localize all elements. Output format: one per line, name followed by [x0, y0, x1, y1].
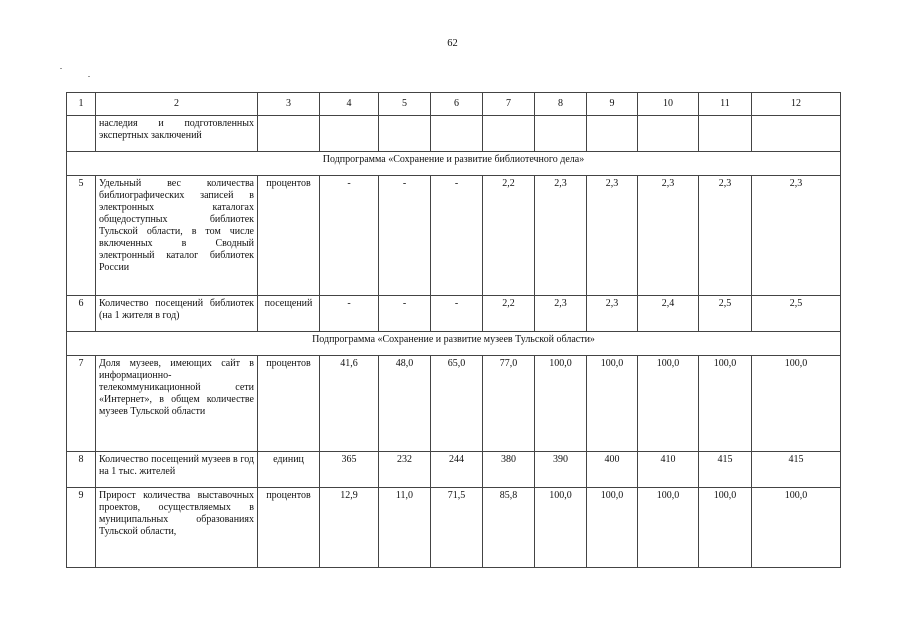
unit-of-measure: процентов	[258, 488, 320, 568]
column-header: 12	[752, 93, 841, 116]
indicator-value: 100,0	[752, 356, 841, 452]
indicator-value: 380	[483, 452, 535, 488]
indicator-value	[535, 116, 587, 152]
table-row	[67, 356, 841, 452]
indicator-value: 415	[752, 452, 841, 488]
indicator-value: 12,9	[320, 488, 379, 568]
indicator-description: Прирост количества выставочных проектов, осуществляемых в муниципальных образованиях Тульской области,	[96, 488, 258, 568]
indicator-value: 85,8	[483, 488, 535, 568]
row-number: 6	[67, 296, 96, 332]
table-row	[67, 488, 841, 568]
indicator-value: 100,0	[752, 488, 841, 568]
indicator-value: 100,0	[535, 488, 587, 568]
unit-of-measure	[258, 116, 320, 152]
unit-of-measure: процентов	[258, 356, 320, 452]
page-number: 62	[447, 38, 458, 49]
column-header: 10	[638, 93, 699, 116]
indicator-value: 100,0	[587, 488, 638, 568]
table-row	[67, 176, 841, 296]
indicator-value: 2,3	[699, 176, 752, 296]
row-number: 9	[67, 488, 96, 568]
indicator-value	[483, 116, 535, 152]
indicator-description: наследия и подготовленных экспертных заключений	[96, 116, 258, 152]
column-header: 2	[96, 93, 258, 116]
unit-of-measure: посещений	[258, 296, 320, 332]
indicator-value: 2,3	[535, 296, 587, 332]
indicator-value: 2,3	[752, 176, 841, 296]
column-header: 1	[67, 93, 96, 116]
column-header: 3	[258, 93, 320, 116]
column-header: 7	[483, 93, 535, 116]
table-row	[67, 116, 841, 152]
indicator-value: 100,0	[638, 488, 699, 568]
indicator-value: -	[431, 176, 483, 296]
table-header-row	[67, 93, 841, 116]
subprogram-row	[67, 152, 841, 176]
indicator-value: 65,0	[431, 356, 483, 452]
table-row	[67, 296, 841, 332]
indicator-value: 390	[535, 452, 587, 488]
indicator-value: -	[379, 296, 431, 332]
indicator-value	[320, 116, 379, 152]
indicator-value: 100,0	[535, 356, 587, 452]
indicator-value: -	[320, 176, 379, 296]
indicator-value: 2,3	[638, 176, 699, 296]
indicator-value: 48,0	[379, 356, 431, 452]
indicator-value: 100,0	[587, 356, 638, 452]
indicator-value: 2,3	[587, 296, 638, 332]
indicator-value	[431, 116, 483, 152]
indicator-description: Удельный вес количества библиографических записей в электронных каталогах общедоступных библиотек Тульской области, в том числе включенных в Сводный электронный каталог библиотек России	[96, 176, 258, 296]
indicator-value: 100,0	[638, 356, 699, 452]
indicator-value: 244	[431, 452, 483, 488]
indicator-value: -	[431, 296, 483, 332]
indicator-value: 2,5	[699, 296, 752, 332]
indicator-value: -	[320, 296, 379, 332]
column-header: 11	[699, 93, 752, 116]
indicator-value: 100,0	[699, 488, 752, 568]
indicator-value	[587, 116, 638, 152]
indicator-value: 2,4	[638, 296, 699, 332]
column-header: 9	[587, 93, 638, 116]
indicator-value	[638, 116, 699, 152]
subprogram-row	[67, 332, 841, 356]
indicator-value: 410	[638, 452, 699, 488]
indicator-value: -	[379, 176, 431, 296]
indicator-description: Доля музеев, имеющих сайт в информационно-телекоммуникационной сети «Интернет», в общем количестве музеев Тульской области	[96, 356, 258, 452]
row-number	[67, 116, 96, 152]
indicator-value: 232	[379, 452, 431, 488]
indicator-value: 2,3	[587, 176, 638, 296]
row-number: 7	[67, 356, 96, 452]
column-header: 8	[535, 93, 587, 116]
table-row	[67, 452, 841, 488]
indicator-value: 365	[320, 452, 379, 488]
row-number: 5	[67, 176, 96, 296]
indicator-value	[699, 116, 752, 152]
indicator-value: 11,0	[379, 488, 431, 568]
indicator-value: 41,6	[320, 356, 379, 452]
indicator-value: 71,5	[431, 488, 483, 568]
column-header: 4	[320, 93, 379, 116]
indicator-value	[379, 116, 431, 152]
indicator-value: 400	[587, 452, 638, 488]
indicator-value: 77,0	[483, 356, 535, 452]
indicator-value: 2,2	[483, 176, 535, 296]
indicators-table	[66, 92, 841, 568]
subprogram-title: Подпрограмма «Сохранение и развитие музеев Тульской области»	[67, 332, 841, 356]
indicator-value	[752, 116, 841, 152]
indicator-value: 415	[699, 452, 752, 488]
subprogram-title: Подпрограмма «Сохранение и развитие библиотечного дела»	[67, 152, 841, 176]
indicator-description: Количество посещений музеев в год на 1 тыс. жителей	[96, 452, 258, 488]
column-header: 5	[379, 93, 431, 116]
row-number: 8	[67, 452, 96, 488]
indicator-value: 2,2	[483, 296, 535, 332]
unit-of-measure: процентов	[258, 176, 320, 296]
indicator-value: 2,3	[535, 176, 587, 296]
indicator-value: 2,5	[752, 296, 841, 332]
indicator-value: 100,0	[699, 356, 752, 452]
unit-of-measure: единиц	[258, 452, 320, 488]
column-header: 6	[431, 93, 483, 116]
indicator-description: Количество посещений библиотек (на 1 жителя в год)	[96, 296, 258, 332]
